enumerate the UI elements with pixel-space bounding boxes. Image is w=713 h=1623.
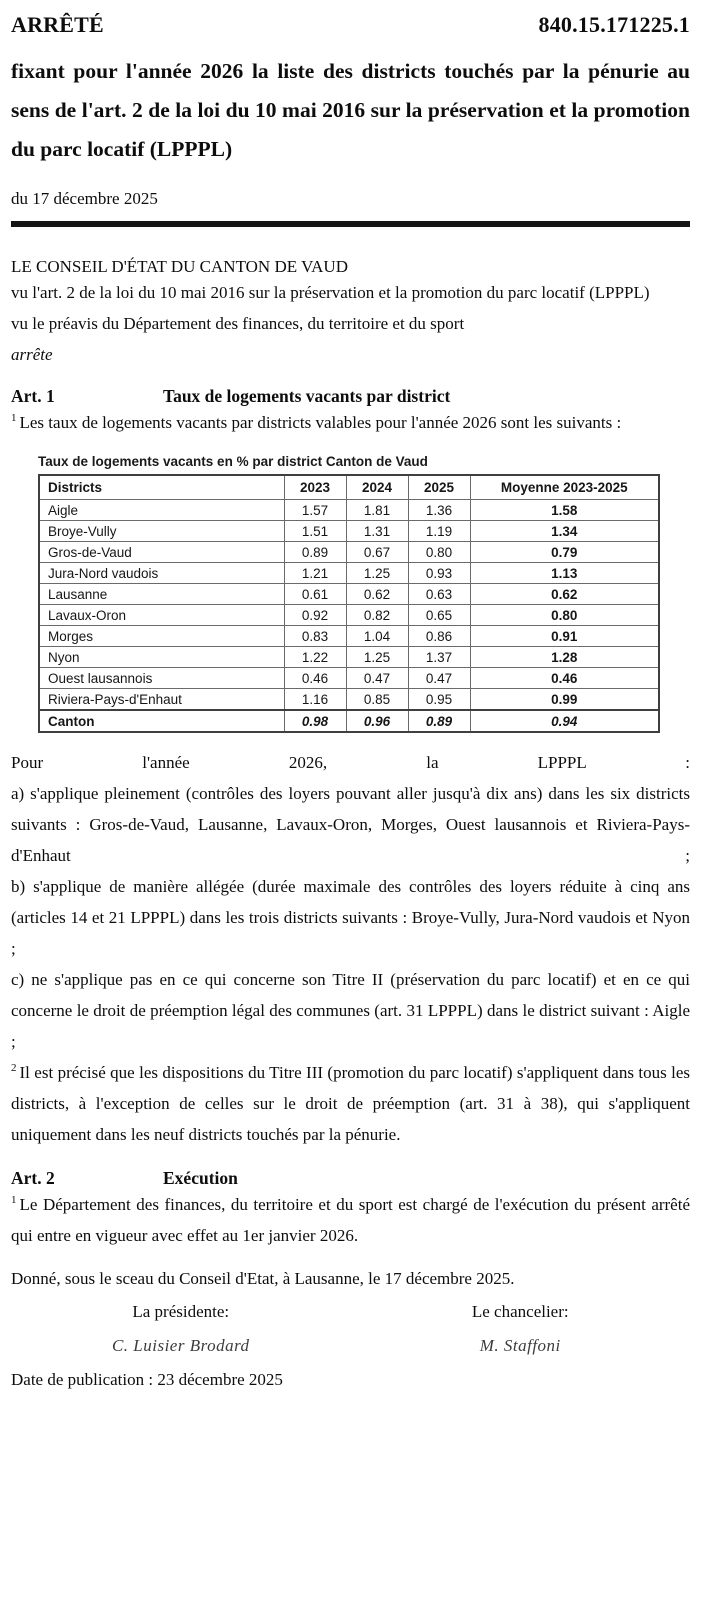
chancellor-signature: M. Staffoni: [479, 1336, 561, 1355]
rate-2024-cell: 0.62: [346, 584, 408, 605]
application-intro-line: Pour l'année 2026, la LPPPL :: [11, 753, 690, 772]
average-cell: 0.94: [470, 710, 659, 732]
table-row: [39, 542, 659, 563]
table-header-row: [39, 475, 659, 500]
column-header-average: Moyenne 2023-2025: [470, 475, 659, 500]
article-1-paragraph-1: [11, 407, 690, 438]
rate-2023-cell: 0.89: [284, 542, 346, 563]
district-cell: Lavaux-Oron: [39, 605, 284, 626]
chancellor-role-label: Le chancelier:: [471, 1302, 569, 1321]
average-cell: 1.28: [470, 647, 659, 668]
average-cell: 0.99: [470, 689, 659, 711]
table-row: [39, 521, 659, 542]
rate-2025-cell: 1.37: [408, 647, 470, 668]
table-row: [39, 500, 659, 521]
district-cell: Ouest lausannois: [39, 668, 284, 689]
document-type-label: ARRÊTÉ: [11, 12, 104, 37]
article-2-title: Exécution: [163, 1168, 238, 1188]
rate-2023-cell: 0.46: [284, 668, 346, 689]
district-cell: Jura-Nord vaudois: [39, 563, 284, 584]
column-header-districts: Districts: [39, 475, 284, 500]
table-title: Taux de logements vacants en % par district Canton de Vaud: [38, 454, 428, 469]
rate-2025-cell: 0.63: [408, 584, 470, 605]
district-cell: Gros-de-Vaud: [39, 542, 284, 563]
horizontal-rule: [11, 221, 690, 227]
average-cell: 0.46: [470, 668, 659, 689]
average-cell: 0.62: [470, 584, 659, 605]
table-header: [39, 475, 659, 500]
publication-date-line: Date de publication : 23 décembre 2025: [11, 1370, 283, 1389]
article-1-paragraph-2-text: Il est précisé que les dispositions du Titre III (promotion du parc locatif) s'appliquent dans tous les districts, à l'exception de celles sur le droit de préemption (art. 31 à 38), qui s'appliquent uniquement dans les neuf districts touchés par la pénurie.: [11, 1063, 690, 1144]
article-2-heading: [11, 1168, 690, 1189]
table-row: [39, 689, 659, 711]
rate-2024-cell: 1.25: [346, 563, 408, 584]
rate-2023-cell: 0.83: [284, 626, 346, 647]
table-row: [39, 668, 659, 689]
rate-2024-cell: 1.81: [346, 500, 408, 521]
application-item-b: b) s'applique de manière allégée (durée maximale des contrôles des loyers réduite à cinq ans (articles 14 et 21 LPPPL) dans les trois districts suivants : Broye-Vully, Jura-Nord vaudois et Nyon ;: [11, 877, 690, 958]
table-body: [39, 500, 659, 733]
rate-2023-cell: 0.61: [284, 584, 346, 605]
rate-2024-cell: 0.67: [346, 542, 408, 563]
average-cell: 1.58: [470, 500, 659, 521]
given-under-seal-line: Donné, sous le sceau du Conseil d'Etat, à Lausanne, le 17 décembre 2025.: [11, 1269, 515, 1288]
district-cell: Broye-Vully: [39, 521, 284, 542]
table-row: [39, 605, 659, 626]
president-role-label: La présidente:: [132, 1302, 230, 1321]
district-cell: Canton: [39, 710, 284, 732]
table-total-row: [39, 710, 659, 732]
rate-2025-cell: 1.19: [408, 521, 470, 542]
rate-2025-cell: 0.47: [408, 668, 470, 689]
rate-2023-cell: 1.21: [284, 563, 346, 584]
rate-2023-cell: 1.57: [284, 500, 346, 521]
table-row: [39, 584, 659, 605]
recital-2: vu le préavis du Département des finances, du territoire et du sport: [11, 314, 465, 333]
footnote-marker-3: 1: [11, 1194, 17, 1207]
article-2-paragraph-1-text: Le Département des finances, du territoire et du sport est chargé de l'exécution du présent arrêté qui entre en vigueur avec effet au 1er janvier 2026.: [11, 1195, 690, 1245]
vacancy-rates-table: [38, 474, 660, 733]
rate-2024-cell: 1.04: [346, 626, 408, 647]
district-cell: Morges: [39, 626, 284, 647]
footnote-marker-1: 1: [11, 412, 17, 425]
article-2-paragraph-1: [11, 1189, 690, 1251]
rate-2024-cell: 1.31: [346, 521, 408, 542]
rate-2023-cell: 1.51: [284, 521, 346, 542]
enacting-formula: arrête: [11, 345, 53, 364]
document-reference-number: 840.15.171225.1: [538, 12, 690, 37]
article-1-paragraph-1-text: Les taux de logements vacants par districts valables pour l'année 2026 sont les suivants :: [19, 413, 622, 432]
signature-roles-row: [11, 1302, 690, 1322]
district-cell: Aigle: [39, 500, 284, 521]
recital-1: vu l'art. 2 de la loi du 10 mai 2016 sur la préservation et la promotion du parc locatif (LPPPL): [11, 283, 650, 302]
table-row: [39, 647, 659, 668]
district-cell: Lausanne: [39, 584, 284, 605]
signature-names-row: [11, 1336, 690, 1356]
president-signature: C. Luisier Brodard: [111, 1336, 250, 1355]
rate-2025-cell: 0.86: [408, 626, 470, 647]
rate-2024-cell: 1.25: [346, 647, 408, 668]
column-header-2023: 2023: [284, 475, 346, 500]
masthead: [11, 12, 690, 38]
rate-2024-cell: 0.47: [346, 668, 408, 689]
vacancy-table-block: [38, 454, 690, 733]
rate-2023-cell: 1.16: [284, 689, 346, 711]
article-2-number: Art. 2: [11, 1168, 55, 1188]
rate-2024-cell: 0.82: [346, 605, 408, 626]
rate-2023-cell: 0.98: [284, 710, 346, 732]
table-row: [39, 563, 659, 584]
rate-2025-cell: 0.80: [408, 542, 470, 563]
average-cell: 1.13: [470, 563, 659, 584]
rate-2025-cell: 0.95: [408, 689, 470, 711]
document-title: fixant pour l'année 2026 la liste des districts touchés par la pénurie au sens de l'art. 2 de la loi du 10 mai 2016 sur la préservation et la promotion du parc locatif (LPPPL): [11, 59, 690, 161]
article-1-heading: [11, 386, 690, 407]
rate-2025-cell: 0.65: [408, 605, 470, 626]
article-1-number: Art. 1: [11, 386, 55, 406]
footnote-marker-2: 2: [11, 1062, 17, 1075]
decree-date-line: du 17 décembre 2025: [11, 189, 158, 208]
rate-2025-cell: 0.89: [408, 710, 470, 732]
application-item-c: c) ne s'applique pas en ce qui concerne son Titre II (préservation du parc locatif) et en ce qui concerne le droit de préemption légal des communes (art. 31 LPPPL) dans le district suivant : Aigle ;: [11, 970, 690, 1051]
average-cell: 1.34: [470, 521, 659, 542]
rate-2025-cell: 0.93: [408, 563, 470, 584]
rate-2023-cell: 1.22: [284, 647, 346, 668]
column-header-2025: 2025: [408, 475, 470, 500]
article-1-paragraph-2: [11, 1057, 690, 1150]
district-cell: Nyon: [39, 647, 284, 668]
article-1-title: Taux de logements vacants par district: [163, 386, 451, 406]
district-cell: Riviera-Pays-d'Enhaut: [39, 689, 284, 711]
rate-2024-cell: 0.85: [346, 689, 408, 711]
rate-2025-cell: 1.36: [408, 500, 470, 521]
column-header-2024: 2024: [346, 475, 408, 500]
average-cell: 0.79: [470, 542, 659, 563]
rate-2023-cell: 0.92: [284, 605, 346, 626]
issuing-authority: LE CONSEIL D'ÉTAT DU CANTON DE VAUD: [11, 257, 348, 276]
average-cell: 0.80: [470, 605, 659, 626]
average-cell: 0.91: [470, 626, 659, 647]
application-item-a: a) s'applique pleinement (contrôles des loyers pouvant aller jusqu'à dix ans) dans les six districts suivants : Gros-de-Vaud, Lausanne, Lavaux-Oron, Morges, Ouest lausannois et Riviera-Pays-d'Enhaut ;: [11, 784, 690, 865]
rate-2024-cell: 0.96: [346, 710, 408, 732]
table-row: [39, 626, 659, 647]
